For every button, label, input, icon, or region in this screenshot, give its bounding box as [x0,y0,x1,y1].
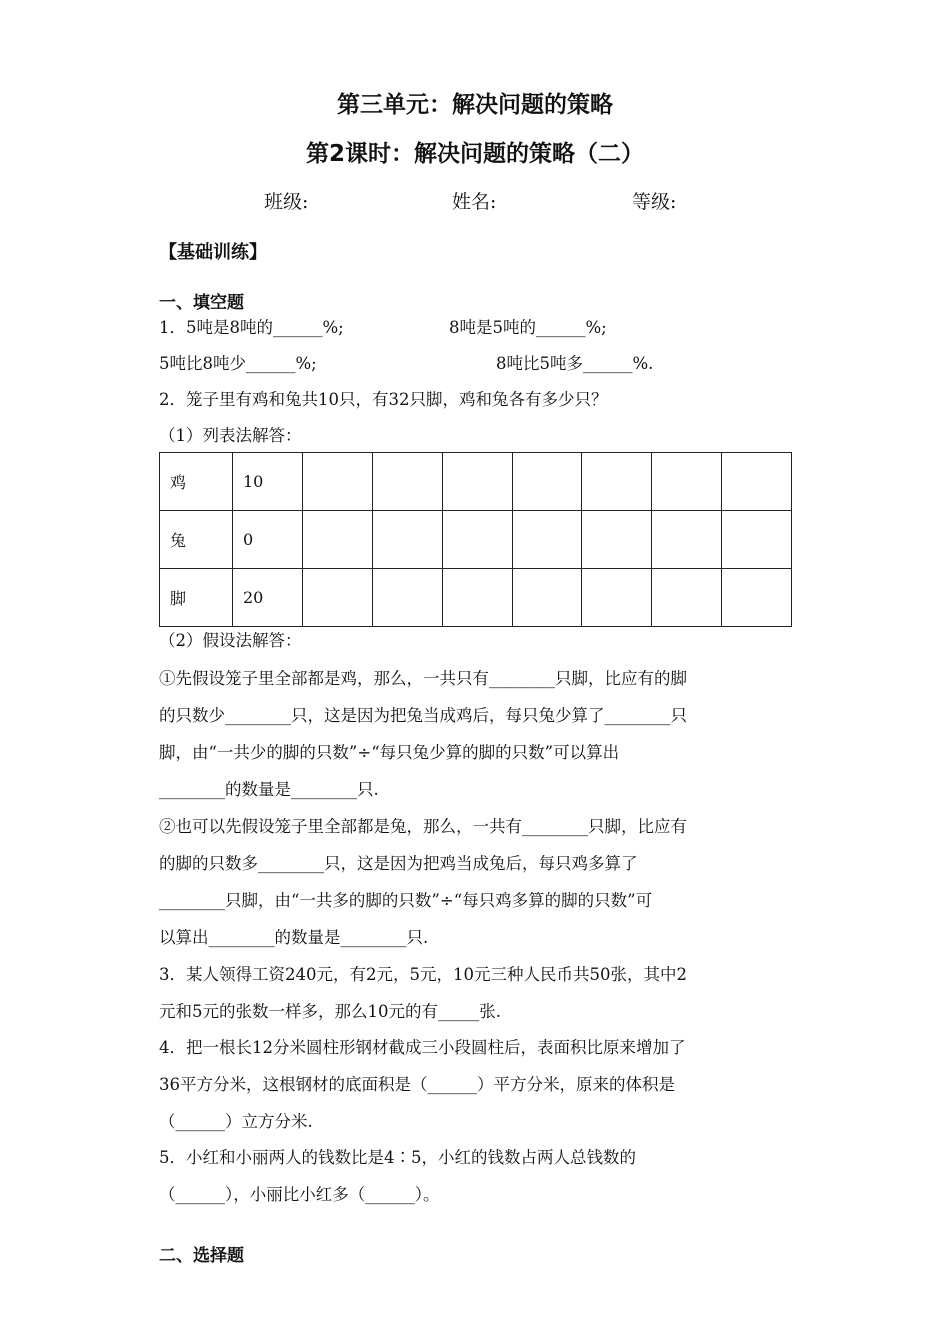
q1-part-b: 8吨是5吨的______%; [449,318,607,337]
section-basic-training: 【基础训练】 [159,242,267,263]
row-first-value: 10 [233,453,303,511]
q2-p2-line: ________只脚，由“一共多的脚的只数”÷“每只鸡多算的脚的只数”可 [159,891,653,910]
empty-cell[interactable] [303,511,373,569]
name-label: 姓名: [452,191,497,213]
answer-table [159,452,792,627]
empty-cell[interactable] [582,511,652,569]
q2-sub2: （2）假设法解答： [159,631,302,650]
q1-part-c: 5吨比8吨少______%; [159,354,317,373]
empty-cell[interactable] [582,453,652,511]
empty-cell[interactable] [512,511,582,569]
q3-line: 3．某人领得工资240元，有2元，5元，10元三种人民币共50张，其中2 [159,965,687,984]
q2-p2-line: 的脚的只数多________只，这是因为把鸡当成兔后，每只鸡多算了 [159,854,638,873]
row-first-value: 0 [233,511,303,569]
part2-heading: 二、选择题 [159,1246,244,1266]
empty-cell[interactable] [303,453,373,511]
page-title: 第三单元：解决问题的策略 [337,92,613,118]
empty-cell[interactable] [303,569,373,627]
empty-cell[interactable] [372,569,442,627]
empty-cell[interactable] [652,453,722,511]
row-label: 鸡 [160,453,233,511]
q1-part-a: 1．5吨是8吨的______%; [159,318,344,337]
q3-line: 元和5元的张数一样多，那么10元的有_____张. [159,1002,501,1021]
q2-p2-line: ②也可以先假设笼子里全部都是兔，那么，一共有________只脚，比应有 [159,817,687,836]
q2-p1-line: ________的数量是________只. [159,780,379,799]
empty-cell[interactable] [652,511,722,569]
table-row [160,511,792,569]
empty-cell[interactable] [442,569,512,627]
q2-stem: 2．笼子里有鸡和兔共10只，有32只脚，鸡和兔各有多少只？ [159,390,608,409]
empty-cell[interactable] [372,511,442,569]
empty-cell[interactable] [512,453,582,511]
empty-cell[interactable] [652,569,722,627]
row-label: 兔 [160,511,233,569]
q5-line: （______），小丽比小红多（______）。 [159,1185,440,1204]
row-first-value: 20 [233,569,303,627]
q4-line: 4．把一根长12分米圆柱形钢材截成三小段圆柱后，表面积比原来增加了 [159,1038,686,1057]
page-subtitle: 第2课时：解决问题的策略（二） [305,141,644,167]
empty-cell[interactable] [442,511,512,569]
q4-line: 36平方分米，这根钢材的底面积是（______）平方分米，原来的体积是 [159,1075,675,1094]
empty-cell[interactable] [722,569,792,627]
row-label: 脚 [160,569,233,627]
q4-line: （______）立方分米. [159,1112,313,1131]
q2-p1-line: 脚，由“一共少的脚的只数”÷“每只兔少算的脚的只数”可以算出 [159,743,620,762]
q5-line: 5．小红和小丽两人的钱数比是4∶5，小红的钱数占两人总钱数的 [159,1148,636,1167]
q2-sub1: （1）列表法解答： [159,426,302,445]
empty-cell[interactable] [442,453,512,511]
grade-label: 等级: [632,191,677,213]
q2-p2-line: 以算出________的数量是________只. [159,928,429,947]
q2-p1-line: ①先假设笼子里全部都是鸡，那么，一共只有________只脚，比应有的脚 [159,669,687,688]
empty-cell[interactable] [582,569,652,627]
empty-cell[interactable] [722,511,792,569]
table-row [160,569,792,627]
class-label: 班级: [264,191,309,213]
empty-cell[interactable] [372,453,442,511]
empty-cell[interactable] [722,453,792,511]
table-row [160,453,792,511]
part1-heading: 一、填空题 [159,293,244,313]
q2-p1-line: 的只数少________只，这是因为把兔当成鸡后，每只兔少算了________只 [159,706,687,725]
empty-cell[interactable] [512,569,582,627]
q1-part-d: 8吨比5吨多______%. [496,354,654,373]
